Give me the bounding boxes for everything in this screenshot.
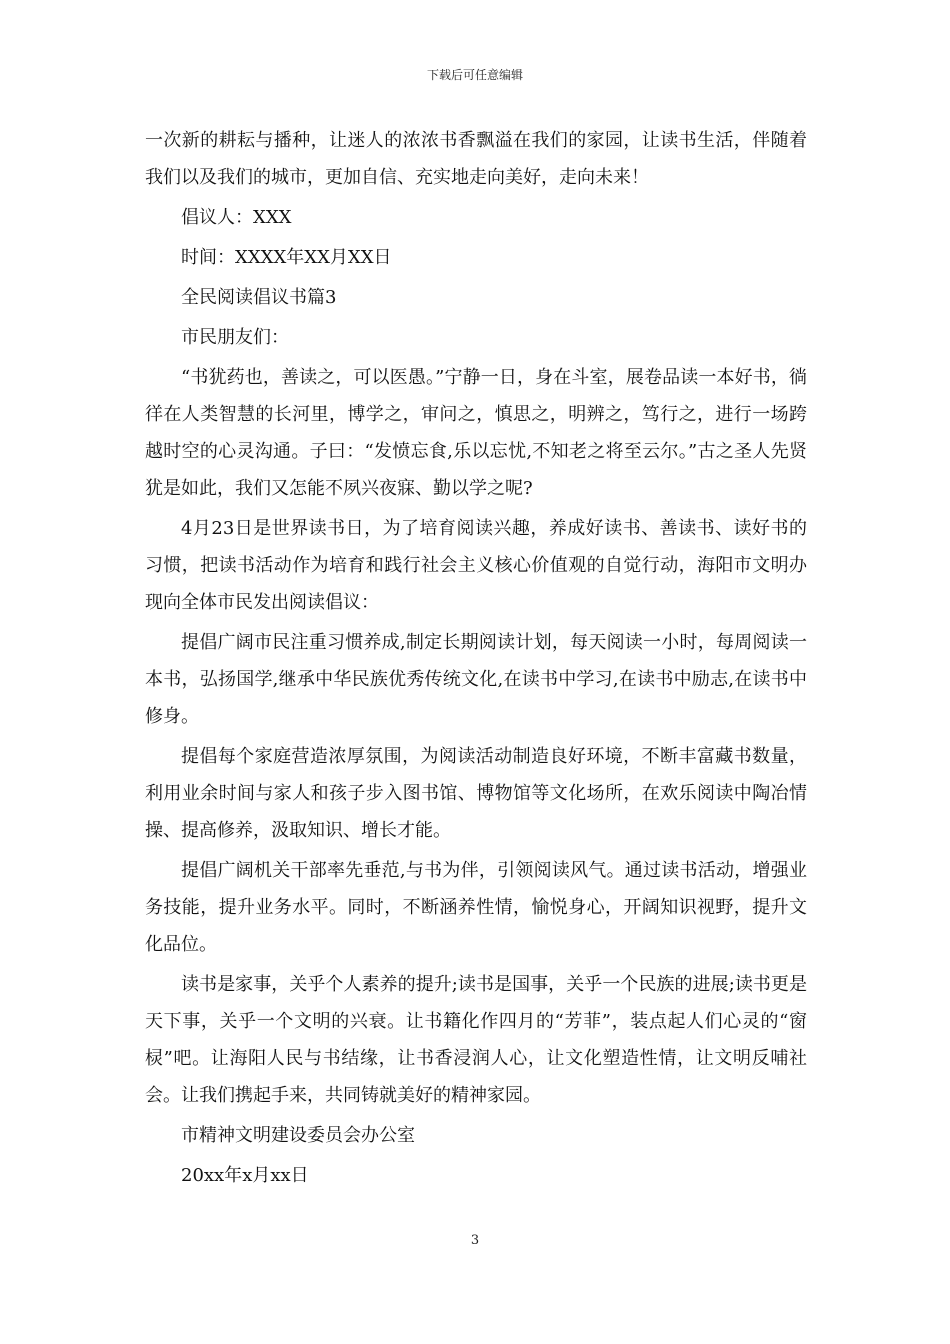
- document-body: [145, 122, 807, 1194]
- salutation: 市民朋友们：: [181, 327, 289, 348]
- date-line: 时间：XXXX年XX月XX日: [181, 247, 392, 268]
- paragraph-quote: “书犹药也，善读之，可以医愚。”宁静一日，身在斗室，展卷品读一本好书，徜徉在人类智慧的长河里，博学之，审问之，慎思之，明辨之，笃行之，进行一场跨越时空的心灵沟通。子曰：“发愤忘食,乐以忘忧,不知老之将至云尔。”古之圣人先贤犹是如此，我们又怎能不夙兴夜寐、勤以学之呢?: [145, 367, 807, 499]
- paragraph-conclusion: 读书是家事，关乎个人素养的提升;读书是国事，关乎一个民族的进展;读书更是天下事，关乎一个文明的兴衰。让书籍化作四月的“芳菲”，装点起人们心灵的“窗棂”吧。让海阳人民与书结缘，让书香浸润人心，让文化塑造性情，让文明反哺社会。让我们携起手来，共同铸就美好的精神家园。: [145, 974, 807, 1106]
- paragraph-citizens: 提倡广阔市民注重习惯养成,制定长期阅读计划，每天阅读一小时，每周阅读一本书，弘扬国学,继承中华民族优秀传统文化,在读书中学习,在读书中励志,在读书中修身。: [145, 632, 807, 727]
- page-number: 3: [470, 1233, 480, 1248]
- paragraph-closing-continuation: 一次新的耕耘与播种，让迷人的浓浓书香飘溢在我们的家园，让读书生活，伴随着我们以及我们的城市，更加自信、充实地走向美好，走向未来！: [145, 130, 807, 188]
- paragraph-families: 提倡每个家庭营造浓厚氛围，为阅读活动制造良好环境，不断丰富藏书数量，利用业余时间与家人和孩子步入图书馆、博物馆等文化场所，在欢乐阅读中陶冶情操、提高修养，汲取知识、增长才能。: [145, 746, 807, 841]
- signature-office: 市精神文明建设委员会办公室: [181, 1125, 415, 1146]
- section-title: 全民阅读倡议书篇3: [181, 287, 337, 308]
- page-header-note: 下载后可任意编辑: [426, 68, 523, 82]
- paragraph-officials: 提倡广阔机关干部率先垂范,与书为伴，引领阅读风气。通过读书活动，增强业务技能，提升业务水平。同时，不断涵养性情，愉悦身心，开阔知识视野，提升文化品位。: [145, 860, 807, 955]
- proposer-line: 倡议人：XXX: [181, 207, 292, 228]
- paragraph-reading-day: 4月23日是世界读书日，为了培育阅读兴趣，养成好读书、善读书、读好书的习惯，把读书活动作为培育和践行社会主义核心价值观的自觉行动，海阳市文明办现向全体市民发出阅读倡议：: [145, 518, 807, 613]
- signature-date: 20xx年x月xx日: [181, 1165, 309, 1186]
